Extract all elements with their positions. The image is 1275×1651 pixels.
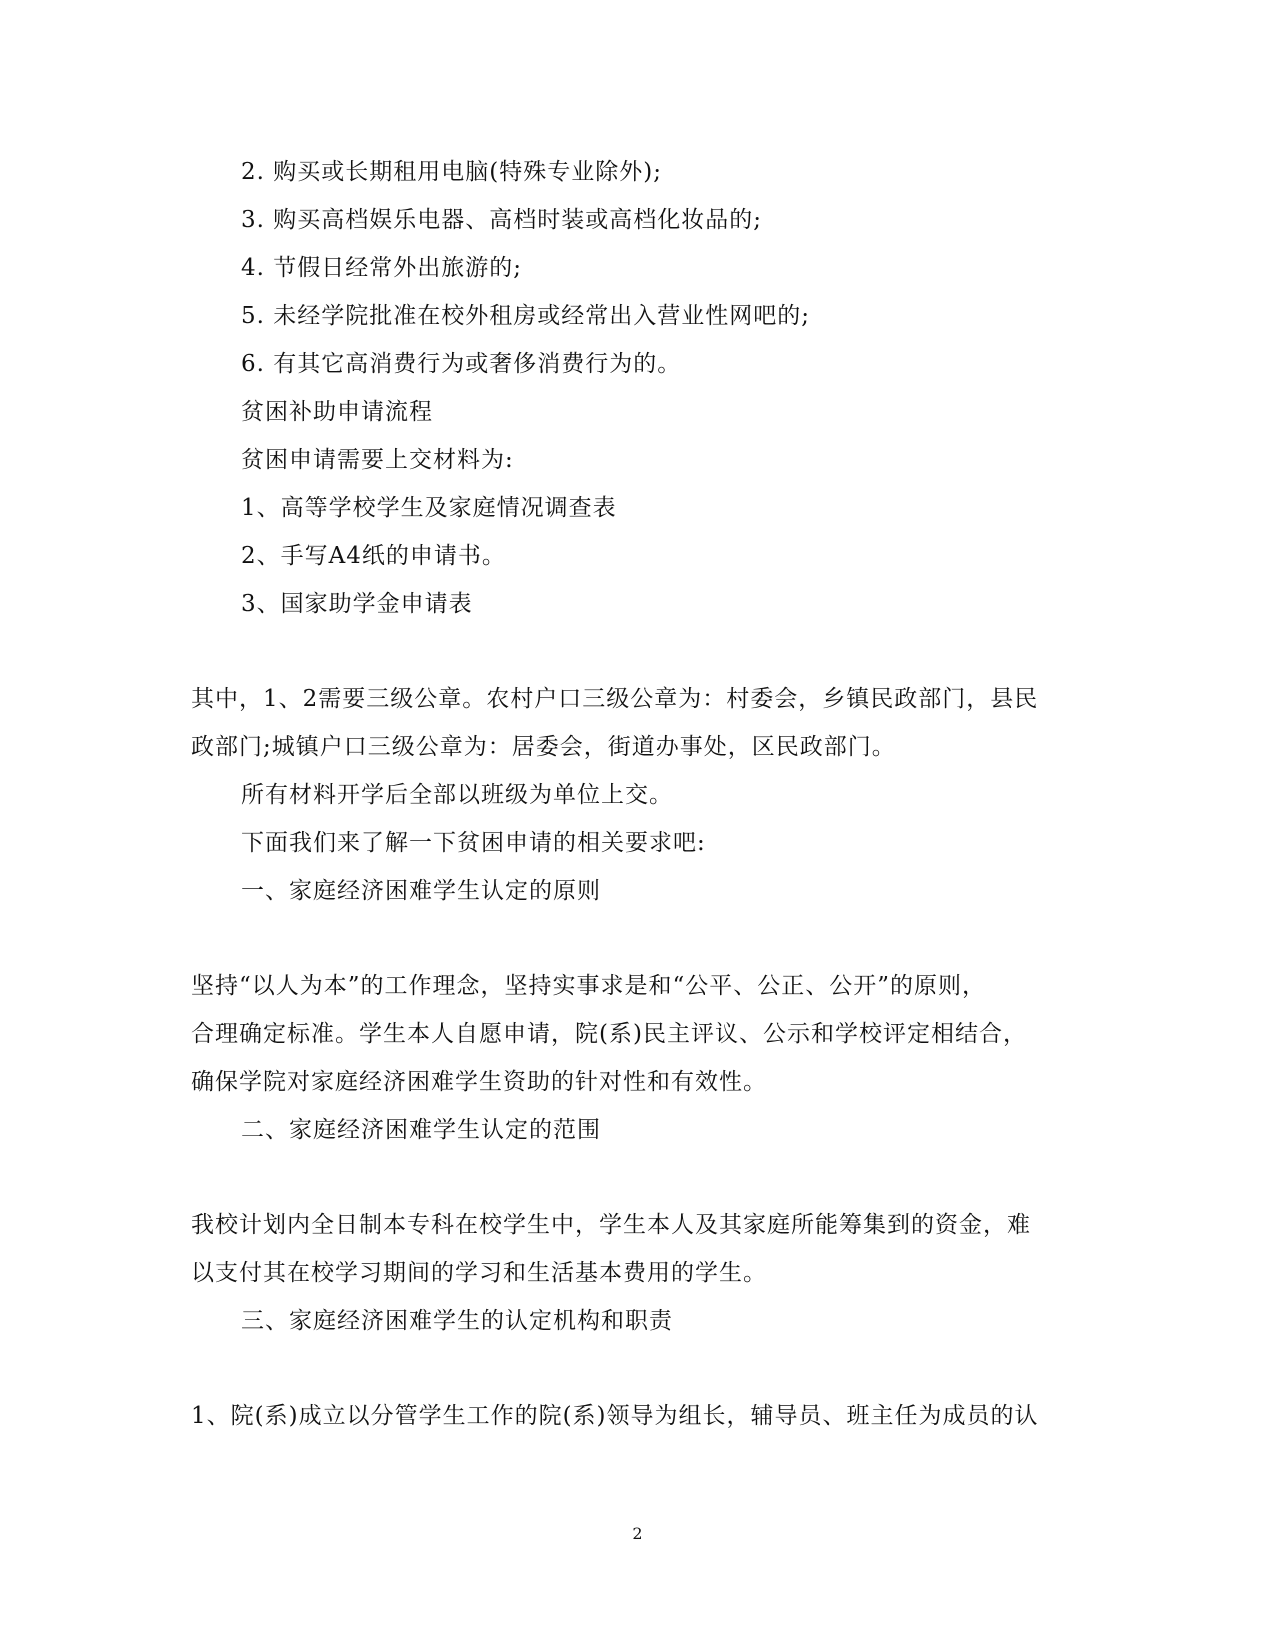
list-item: 2. 购买或长期租用电脑(特殊专业除外); bbox=[241, 159, 662, 185]
page-number: 2 bbox=[632, 1524, 643, 1543]
section-3-title: 三、家庭经济困难学生的认定机构和职责 bbox=[241, 1308, 673, 1334]
list-item: 4. 节假日经常外出旅游的; bbox=[241, 255, 523, 281]
section-2-paragraph-line: 以支付其在校学习期间的学习和生活基本费用的学生。 bbox=[191, 1260, 767, 1286]
section-1-paragraph-line: 确保学院对家庭经济困难学生资助的针对性和有效性。 bbox=[191, 1069, 767, 1095]
section-1-paragraph-line: 坚持“以人为本”的工作理念，坚持实事求是和“公平、公正、公开”的原则， bbox=[191, 973, 987, 999]
section-2-title: 二、家庭经济困难学生认定的范围 bbox=[241, 1117, 601, 1143]
materials-intro: 贫困申请需要上交材料为: bbox=[241, 447, 514, 473]
section-1-title: 一、家庭经济困难学生认定的原则 bbox=[241, 878, 601, 904]
submit-note: 所有材料开学后全部以班级为单位上交。 bbox=[241, 782, 673, 808]
flow-heading: 贫困补助申请流程 bbox=[241, 399, 433, 425]
requirements-intro: 下面我们来了解一下贫困申请的相关要求吧: bbox=[241, 830, 706, 856]
material-item: 1、高等学校学生及家庭情况调查表 bbox=[241, 495, 617, 521]
section-1-paragraph-line: 合理确定标准。学生本人自愿申请，院(系)民主评议、公示和学校评定相结合， bbox=[191, 1021, 1027, 1047]
list-item: 6. 有其它高消费行为或奢侈消费行为的。 bbox=[241, 351, 682, 377]
seal-paragraph-line: 其中，1、2需要三级公章。农村户口三级公章为：村委会，乡镇民政部门，县民 bbox=[191, 686, 1039, 712]
section-2-paragraph-line: 我校计划内全日制本专科在校学生中，学生本人及其家庭所能筹集到的资金，难 bbox=[191, 1212, 1031, 1238]
material-item: 3、国家助学金申请表 bbox=[241, 591, 473, 617]
list-item: 3. 购买高档娱乐电器、高档时装或高档化妆品的; bbox=[241, 207, 763, 233]
material-item: 2、手写A4纸的申请书。 bbox=[241, 543, 506, 569]
list-item: 5. 未经学院批准在校外租房或经常出入营业性网吧的; bbox=[241, 303, 811, 329]
section-3-paragraph-line: 1、院(系)成立以分管学生工作的院(系)领导为组长，辅导员、班主任为成员的认 bbox=[191, 1403, 1039, 1429]
seal-paragraph-line: 政部门;城镇户口三级公章为：居委会，街道办事处，区民政部门。 bbox=[191, 734, 896, 760]
